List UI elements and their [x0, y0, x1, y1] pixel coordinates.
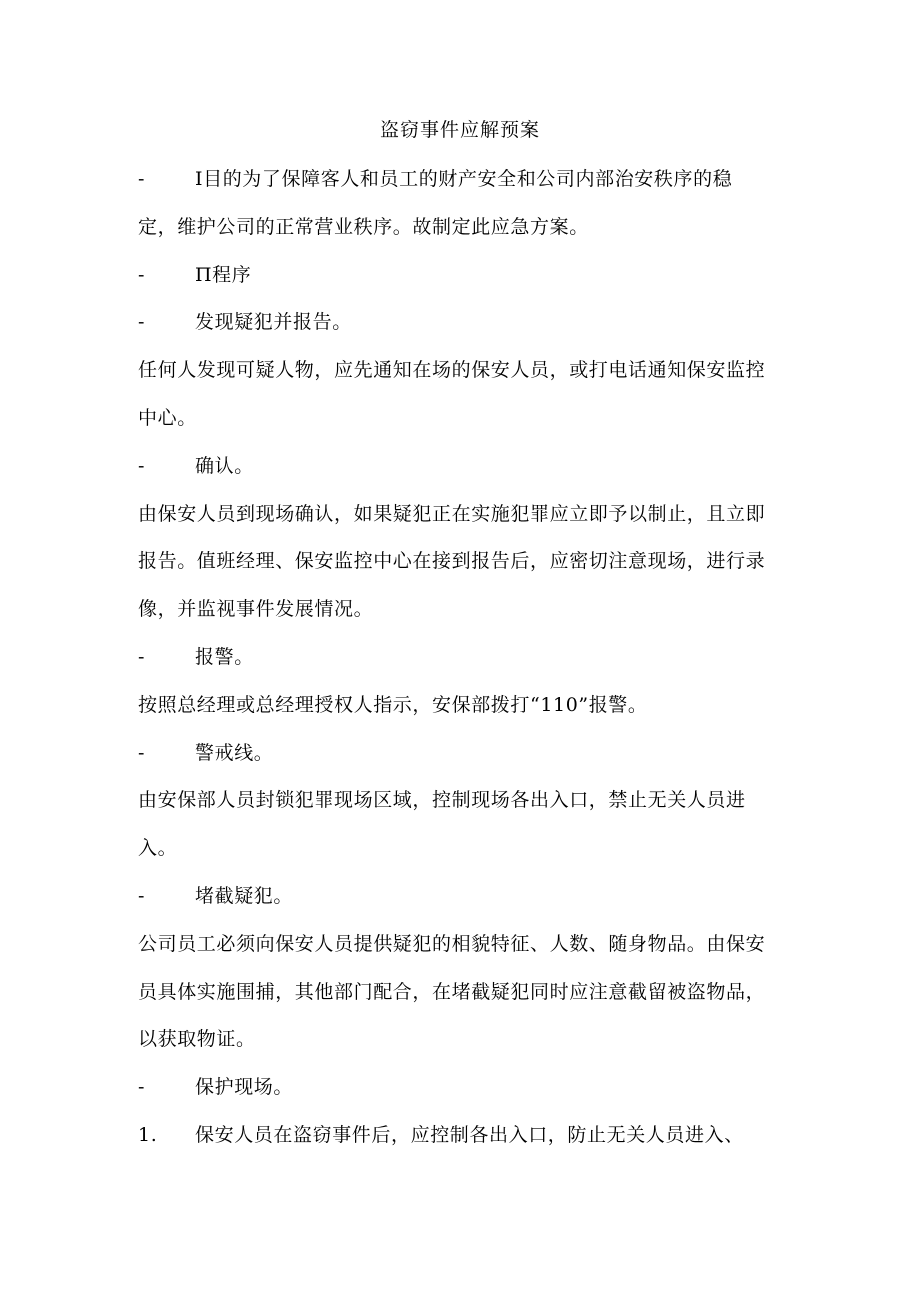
list-marker: 1.	[138, 1124, 158, 1146]
list-item-text: Π程序	[195, 264, 252, 286]
paragraph-line	[138, 404, 798, 432]
list-item-text: 警戒线。	[195, 742, 274, 764]
paragraph-line	[138, 978, 798, 1006]
paragraph-line	[138, 356, 798, 384]
list-marker: -	[138, 885, 146, 907]
paragraph-line	[138, 1025, 798, 1053]
list-marker: -	[138, 742, 146, 764]
paragraph-line	[138, 691, 798, 719]
paragraph-text: 任何人发现可疑人物，应先通知在场的保安人员，或打电话通知保安监控	[138, 359, 766, 381]
list-marker: -	[138, 646, 146, 668]
paragraph-text: 公司员工必须向保安人员提供疑犯的相貌特征、人数、随身物品。由保安	[138, 933, 766, 955]
paragraph-text: 员具体实施围捕，其他部门配合，在堵截疑犯同时应注意截留被盗物品，	[138, 981, 766, 1003]
list-marker: -	[138, 1076, 146, 1098]
list-item-text: 堵截疑犯。	[195, 885, 294, 907]
paragraph-line	[138, 930, 798, 958]
list-marker: -	[138, 311, 146, 333]
paragraph-text: 入。	[138, 837, 178, 859]
paragraph-text: 以获取物证。	[138, 1028, 256, 1050]
paragraph-line	[138, 547, 798, 575]
paragraph-text: 按照总经理或总经理授权人指示，安保部拨打“110”报警。	[138, 694, 648, 716]
paragraph-line	[138, 834, 798, 862]
list-item-text: 保护现场。	[195, 1076, 294, 1098]
paragraph-line	[138, 500, 798, 528]
list-marker: -	[138, 168, 146, 190]
paragraph-text: 由保安人员到现场确认，如果疑犯正在实施犯罪应立即予以制止，且立即	[138, 503, 766, 525]
list-item-text: 确认。	[195, 455, 254, 477]
paragraph-line	[138, 786, 798, 814]
list-item-text: 报警。	[195, 646, 254, 668]
list-marker: -	[138, 264, 146, 286]
paragraph-text: 像，并监视事件发展情况。	[138, 598, 374, 620]
list-marker: -	[138, 455, 146, 477]
paragraph-text: 报告。值班经理、保安监控中心在接到报告后，应密切注意现场，进行录	[138, 550, 766, 572]
paragraph-text: 由安保部人员封锁犯罪现场区域，控制现场各出入口，禁止无关人员进	[138, 789, 746, 811]
paragraph-line	[138, 595, 798, 623]
paragraph-line	[138, 213, 798, 241]
paragraph-text: 中心。	[138, 407, 197, 429]
list-item-text: 发现疑犯并报告。	[195, 311, 352, 333]
paragraph-text: 定，维护公司的正常营业秩序。故制定此应急方案。	[138, 216, 589, 238]
list-item-text: I目的为了保障客人和员工的财产安全和公司内部治安秩序的稳	[195, 168, 733, 190]
document-title: 盗窃事件应解预案	[379, 119, 540, 141]
list-item-text: 保安人员在盗窃事件后，应控制各出入口，防止无关人员进入、	[195, 1124, 744, 1146]
